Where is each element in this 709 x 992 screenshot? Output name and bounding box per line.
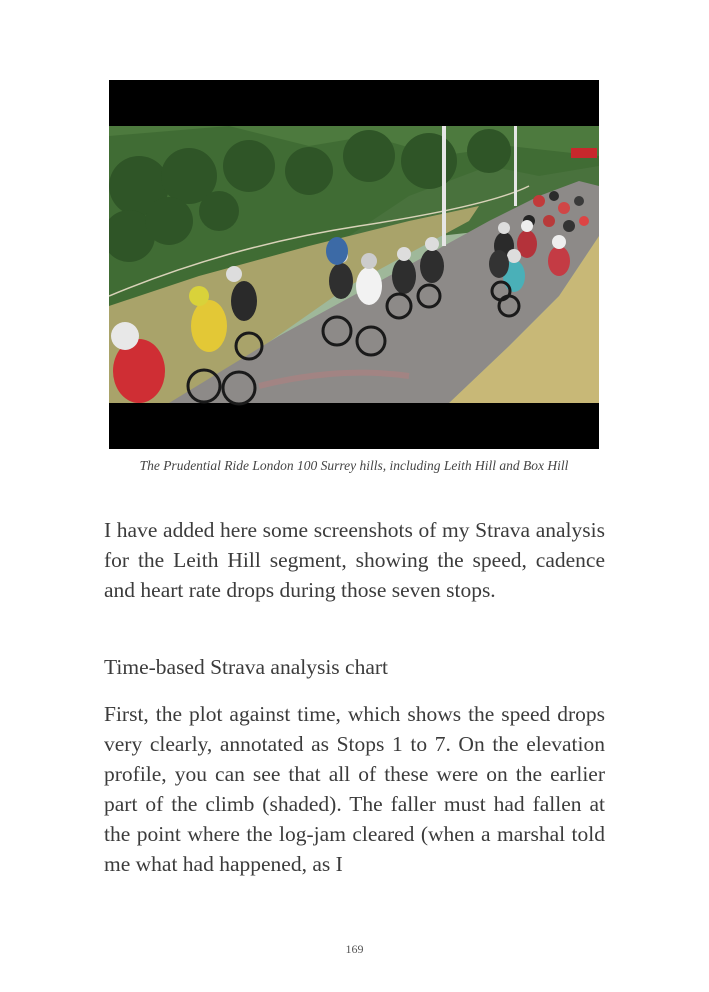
cyclists-photo [109,80,599,449]
page-number: 169 [345,942,364,956]
section-heading: Time-based Strava analysis chart [104,655,389,679]
body-paragraph-intro: I have added here some screenshots of my Strava analysis for the Leith Hill segment, showing the speed, cadence and heart rate drops during those seven stops. [104,518,605,602]
photo-caption: The Prudential Ride London 100 Surrey hills, including Leith Hill and Box Hill [139,458,569,473]
body-paragraph-time-plot: First, the plot against time, which shows the speed drops very clearly, annotated as Stops 1 to 7. On the elevation profile, you can see that all of these were on the earlier part of the climb (shaded). The faller must had fallen at the point where the log-jam cleared (when a marshal told me what had happened, as I [104,702,605,876]
